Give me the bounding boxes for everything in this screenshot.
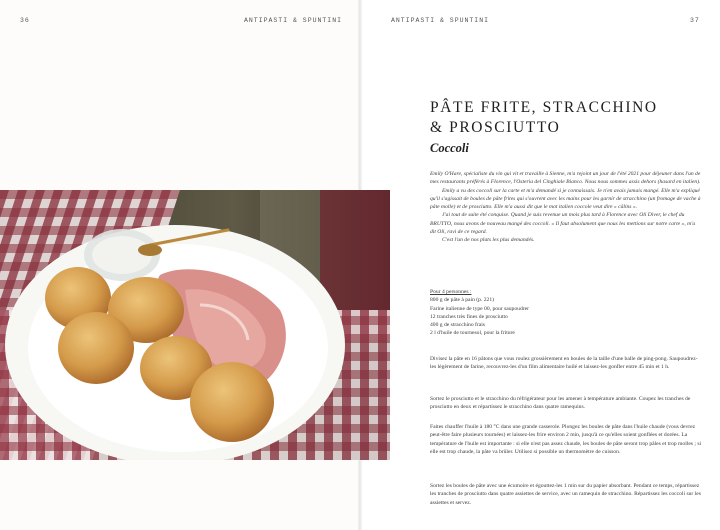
- recipe-title-line-2: & PROSCIUTTO: [430, 119, 561, 136]
- recipe-title-line-1: PÂTE FRITE, STRACCHINO: [430, 99, 658, 116]
- recipe-title: [430, 98, 700, 138]
- food-photo: [0, 190, 390, 460]
- recipe-intro: [430, 170, 702, 245]
- intro-paragraph: Emily a vu des coccoli sur la carte et m'a demandé si je connaissais. Je n'en avais jamais mangé. Elle m'a expliqué qu'il s'agissait de boules de pâte frites qui s'ouvrent avec les mains pour les garnir de stracchino (un fromage de vache à pâte molle) et de prosciutto. Elle m'a aussi dit que le mot italien coccole veut dire « câlins ».: [430, 187, 701, 211]
- recipe-subtitle: Coccoli: [430, 141, 469, 155]
- intro-paragraph: Emily O'Hare, spécialiste du vin qui vit et travaille à Sienne, m'a rejoint un jour de l'été 2021 pour déjeuner dans l'un de mes restaurants préférés à Florence, l'Osteria del Cinghiale Bianco. Nous nous sommes assis dehors (hasard en italien).: [430, 171, 701, 186]
- page-number-left: 36: [20, 17, 30, 24]
- intro-paragraph: C'est l'un de nos plats les plus demandés.: [442, 237, 535, 244]
- intro-paragraph: J'ai tout de suite été conquise. Quand je suis revenue un mois plus tard à Florence avec Oli Diver, le chef du BRUTTO, nous avons de nouveau mangé des coccoli. « Il faut absolument que nous les mettions sur notre carte », m'a dit Oli, ravi de ce regard.: [430, 212, 696, 236]
- ingredient-item: 800 g de pâte à pain (p. 221): [430, 297, 494, 304]
- ingredients-heading: Pour 4 personnes :: [430, 289, 472, 295]
- running-header-right: ANTIPASTI & SPUNTINI: [391, 17, 490, 24]
- ingredients-list: [430, 288, 702, 338]
- step-paragraph: Sortez les boules de pâte avec une écumoire et égouttez-les 1 min sur du papier absorbant. Pendant ce temps, répartissez les tranches de prosciutto dans quatre assiettes de service, avec un ramequin de stracchino. Répartissez les coccoli sur les assiettes et servez.: [430, 483, 701, 506]
- running-header-left: ANTIPASTI & SPUNTINI: [244, 17, 343, 24]
- recipe-step: [430, 355, 702, 372]
- ingredient-item: 2 l d'huile de tournesol, pour la friture: [430, 330, 515, 337]
- ingredient-item: Farine italienne de type 00, pour saupoudrer: [430, 305, 529, 312]
- ingredient-item: 400 g de stracchino frais: [430, 322, 485, 329]
- step-paragraph: Faites chauffer l'huile à 180 °C dans une grande casserole. Plongez les boules de pâte dans l'huile chaude (vous devrez peut-être faire plusieurs tournées) et laissez-les frire environ 2 min, jusqu'à ce qu'elles soient gonflées et dorées. La température de l'huile est importante : si elle n'est pas assez chaude, les boules de pâte seront trop pâles et trop molles ; si elle est trop chaude, la pâte va brûler. Utilisez si possible un thermomètre de cuisson.: [430, 424, 702, 455]
- step-paragraph: Divisez la pâte en 16 pâtons que vous roulez grossièrement en boules de la taille d'une balle de ping-pong. Saupoudrez-les légèrement de farine, recouvrez-les d'un film alimentaire huilé et laissez-les gonfler entre 45 min et 1 h.: [430, 356, 698, 371]
- recipe-step: [430, 482, 702, 507]
- recipe-step: [430, 395, 702, 412]
- page-number-right: 37: [690, 17, 700, 24]
- step-paragraph: Sortez le prosciutto et le stracchino du réfrigérateur pour les amener à température ambiante. Coupez les tranches de prosciutto en deux et répartissez le stracchino dans quatre ramequins.: [430, 396, 691, 411]
- coccoli-plate-illustration: [0, 190, 390, 460]
- recipe-step: [430, 423, 702, 456]
- ingredient-item: 12 tranches très fines de prosciutto: [430, 313, 508, 320]
